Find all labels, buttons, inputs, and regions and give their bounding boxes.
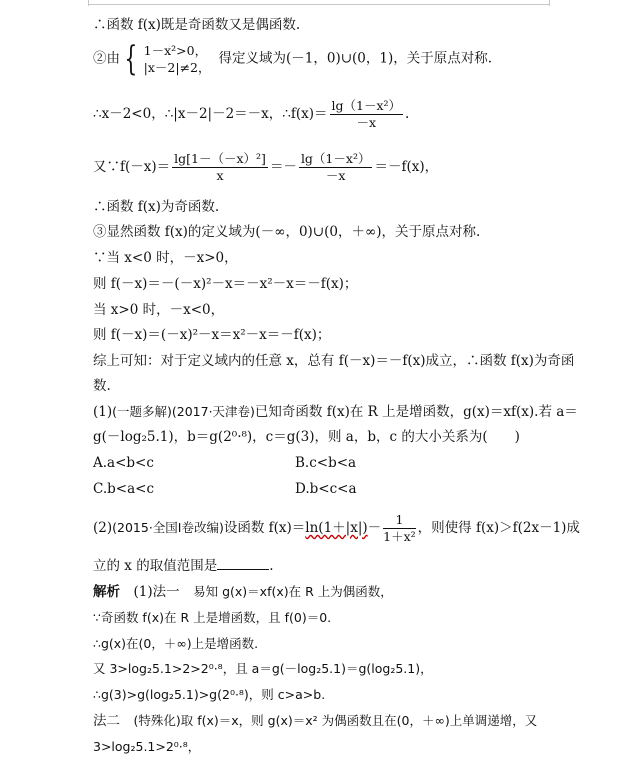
question-2-cont: 立的 x 的取值范围是 . [93,558,274,574]
inequality-system: 1－x²>0， |x－2|≠2， [143,43,211,75]
solution-method-2-cont: 3>log₂5.1>2⁰·⁸， [93,739,201,754]
option-c: C.b<a<c [93,481,155,497]
answer-blank [217,557,269,570]
line-summary-end: 数. [93,378,111,394]
line-case-neg: ∵当 x<0 时，－x>0， [93,250,238,266]
solution-step-2: ∴g(x)在(0，＋∞)上是增函数. [93,636,259,651]
option-d: D.b<c<a [295,481,357,497]
line-case-pos: 当 x>0 时，－x<0， [93,302,225,318]
left-brace: { [124,39,138,79]
fraction: $\frac{1}{\text{1＋x²}}$ [383,512,416,544]
solution-step-4: ∴g(3)>g(log₂5.1)>g(2⁰·⁸)，则 c>a>b. [93,687,326,702]
line-f-negx: 又∵f(－x)＝ $\frac{\text{lg[1－（－x）²]}}{x}$ ＝－ $\frac{\text{lg（1－x²）}}{-x}$ ＝－f(x)， [93,151,439,183]
line-summary: 综上可知：对于定义域内的任意 x，总有 f(－x)＝－f(x)成立，∴函数 f(x)为奇函 [93,353,575,369]
question-1-cont: g(－log₂5.1)，b＝g(2⁰·⁸)，c＝g(3)，则 a，b，c 的大小关系为( ) [93,429,520,445]
option-b: B.c<b<a [295,455,357,471]
fraction: $\frac{\text{lg（1－x²）}}{-x}$ [331,98,402,130]
question-2: (2)(2015·全国Ⅰ卷改编)设函数 f(x)＝ln(1＋|x|)－ $\frac{1}{\text{1＋x²}}$ ，则使得 f(x)＞f(2x－1)成 [93,512,580,544]
line-case-neg-result: 则 f(－x)＝－(－x)²－x＝－x²－x＝－f(x)； [93,276,358,292]
line-part2-domain: ②由 { 1－x²>0， |x－2|≠2， 得定义域为(－1，0)∪(0，1)，关于原点对称. [93,39,493,79]
fraction: $\frac{\text{lg（1－x²）}}{-x}$ [300,151,371,183]
solution-step-1: ∵奇函数 f(x)在 R 上是增函数，且 f(0)＝0. [93,610,332,625]
solution-method-2: 法二 (特殊化)取 f(x)＝x，则 g(x)＝x² 为偶函数且在(0，＋∞)上单调递增，又 [93,713,538,729]
option-a: A.a<b<c [93,455,154,471]
fraction: $\frac{\text{lg[1－（－x）²]}}{x}$ [174,151,266,183]
page-top-border [0,0,640,6]
line-part3-domain: ③显然函数 f(x)的定义域为(－∞，0)∪(0，＋∞)，关于原点对称. [93,224,481,240]
solution-method-1: 解析 (1)法一 易知 g(x)＝xf(x)在 R 上为偶函数， [93,584,393,600]
line-conclusion-odd-even: ∴函数 f(x)既是奇函数又是偶函数. [93,17,301,33]
line-case-pos-result: 则 f(－x)＝(－x)²－x＝x²－x＝－f(x)； [93,327,331,343]
line-is-odd: ∴函数 f(x)为奇函数. [93,199,220,215]
solution-step-3: 又 3>log₂5.1>2>2⁰·⁸，且 a＝g(－log₂5.1)＝g(log₂5.1)， [93,661,433,676]
question-1: (1)(一题多解)(2017·天津卷)已知奇函数 f(x)在 R 上是增函数，g(x)＝xf(x).若 a＝ [93,404,578,420]
line-fx-expression: ∴x－2<0，∴|x－2|－2＝－x，∴f(x)＝ $\frac{\text{lg（1－x²）}}{-x}$ . [93,98,410,130]
